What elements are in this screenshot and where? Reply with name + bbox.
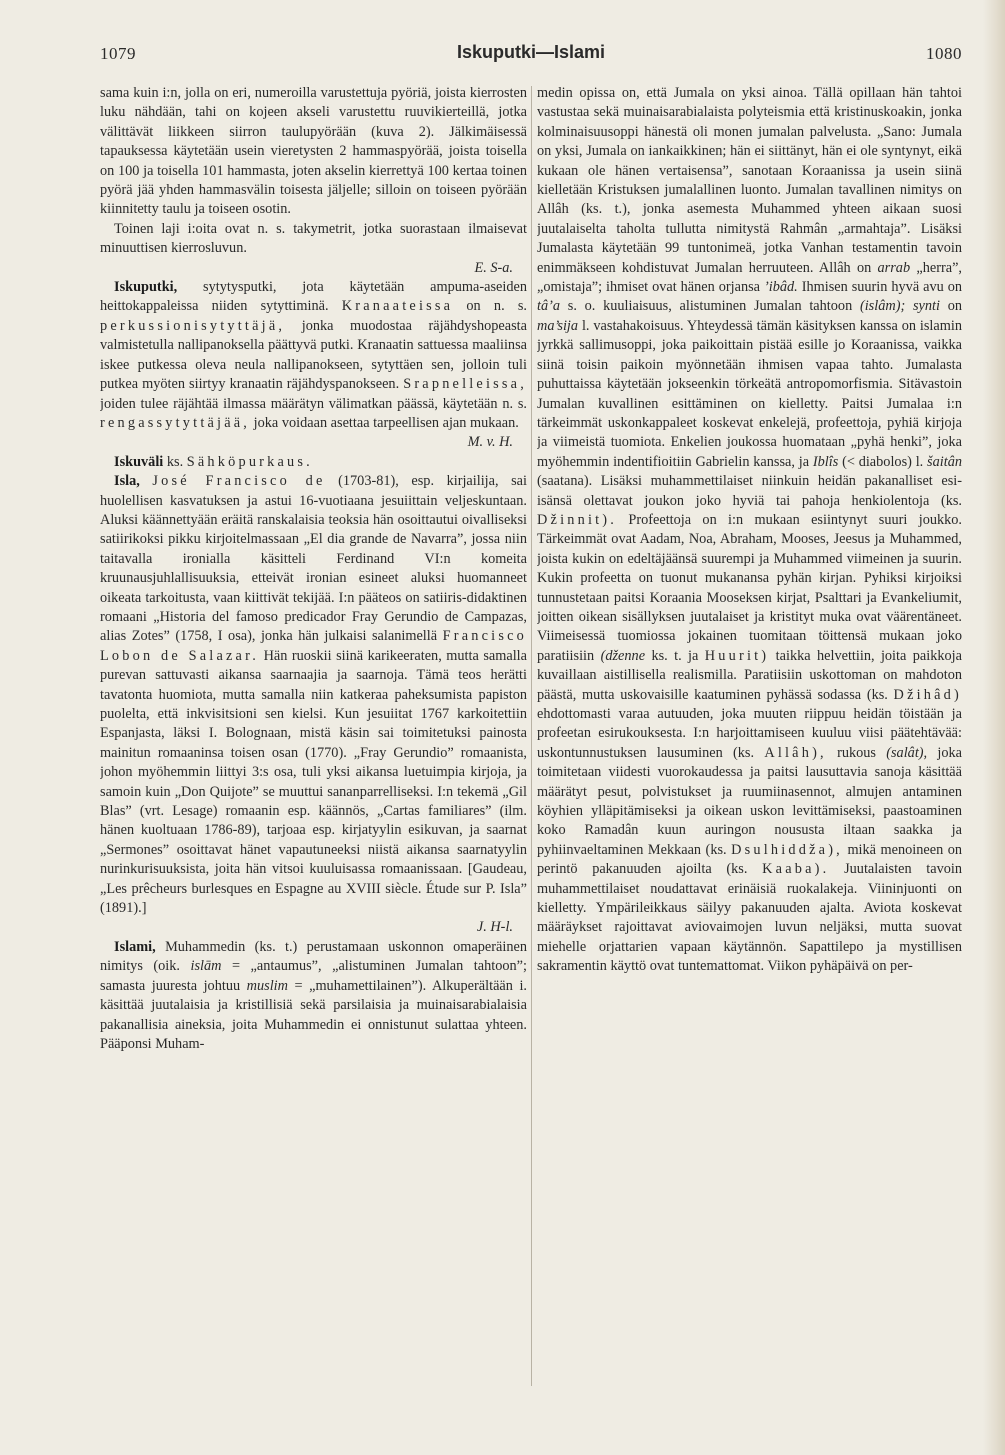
cross-reference: Allâh),	[764, 744, 827, 761]
paragraph: medin opissa on, että Jumala on yksi ainoa. Tällä opillaan hän tahtoi vastustaa sekä muinaisarabialaista polyteismia että kristinuskoakin, jonka kolminaisuusoppi hänestä oli monen jumalan palvelusta. „Sano: Jumala on yksi, Jumala on iankaikkinen; hän ei siittänyt, hän ei ole syntynyt, eikä kukaan ole hänen vertaisensa”, sanotaan Koraanissa ja usein siinä kielletään Kristuksen jumalallinen luonto. Jumalan tavallinen nimitys on Allâh (ks. t.), jonka asemesta Muhammed yhteen aikaan suosi juutalaiselta taholta tullutta nimitystä Rahmân „armahtaja”. Lisäksi Jumalasta käytetään 99 tuntonimeä, jotka Vanhan testamentin tavoin enimmäkseen kohdistuvat Jumalan herruuteen. Allâh on arrab „herra”, „omistaja”; ihmiset ovat hänen orjansa ’ibâd. Ihmisen suurin hyvä avu on tâ’a s. o. kuuliaisuus, alistuminen Jumalan tahtoon (islâm); synti on ma’sija l. vastahakoisuus. Yhteydessä tämän käsityksen kanssa on islamin jyrkkä sallimusoppi, joka paikoittain pistää esille jo Koraanissa, vaikka siinä toisin paikoin myönnetään ihmisen vapaa tahto. Jumalasta puhuttaissa käytetään jokseenkin törkeätä antropomorfismia. Sitävastoin Jumalan kuvallinen esittäminen on kielletty. Paitsi Jumalaa i:n tärkeimmät uskonkappaleet koskevat enkelejä, profeettoja, pyhiä kirjoja ja viimeistä tuomiota. Enkelien joukossa huomataan „pyhä henki”, joka myöhemmin indentifioitiin Gabrielin kanssa, ja Iblîs (< diabolos) l. šaitân (saatana). Lisäksi muhammettilaiset niinkuin heidän pakanalliset esi-isänsä olettavat joukon joko hyviä tai pahoja henkiolentoja (ks. Džinnit). Profeettoja on i:n mukaan esiintynyt suuri joukko. Tärkeimmät ovat Aadam, Noa, Abraham, Mooses, Jeesus ja Muhammed, joista kukin on edeltäjäänsä suurempi ja Muhammed viimeinen ja suurin. Kukin profeetta on tuonut mukanansa pyhän kirjan. Pyhiksi kirjoiksi tunnustetaan paitsi Koraania Mooseksen kirjat, Psalttari ja Evankeliumit, joitten oikean sisällyksen juutalaiset ja kristityt muka ovat väärentäneet. Viimeisessä tuomiossa jokainen tuomitaan töittensä mukaan joko paratiisiin (dženne ks. t. ja Huurit) taikka helvettiin, joita paikkoja kuvaillaan aistillisella realismilla. Paratiisiin uskottoman on mahdoton päästä, mutta uskovaisille kaatuminen pyhässä sodassa (ks. Džihâd) ehdottomasti varaa autuuden, joka muuten riippuu heidän töistään ja profeetan esirukouksesta. I:n harjoittamiseen kuuluu viisi päätehtävää: uskontunnustuksen lausuminen (ks. Allâh), rukous (salât), joka toimitetaan viidesti vuorokaudessa ja paitsi lausuttavia sanoja käsittää määrätyt pesut, polvistukset ja ruumiinasennot, almujen antaminen köyhien ylläpitämiseksi ja oikean uskon levittämiseksi, paastoaminen koko Ramadân kuun auringon noususta iltaan saakka ja pyhiinvaeltaminen Mekkaan (ks. Dsulhiddža), mikä menoineen on perintö pakanuuden ajoilta (ks. Kaaba). Juutalaisten tavoin muhammettilaiset noudattavat erinäisiä ruokalakeja. Viininjuonti on kielletty. Ympärileikkaus säilyy pakanuuden ajalta. Aviota koskevat määräykset rajoittavat aviovaimojen luvun neljäksi, mutta suovat miehelle orjattarien vapaan käytännön. Sapattilepo ja mystillisen sakramentin käyttö ovat tuntemattomat. Viikon pyhäpäivä on per-	[537, 85, 962, 975]
spaced-term: Srapnelleissa,	[403, 376, 527, 393]
entry-iskuvali: Iskuväli ks. Sähköpurkaus.	[114, 453, 313, 470]
column-divider	[531, 86, 532, 1386]
spaced-term: rengassytyttäjää,	[100, 414, 251, 431]
cross-reference: Džihâd)	[893, 686, 962, 703]
left-column	[100, 84, 527, 1404]
spaced-term: Kranaateissa	[341, 298, 454, 315]
cross-reference: Sähköpurkaus.	[186, 453, 313, 470]
running-title: Iskuputki—Islami	[456, 42, 606, 62]
page-edge-shadow	[983, 0, 1005, 1455]
spaced-term: perkussionisytyttäjä,	[100, 317, 286, 334]
page-number-left: 1079	[100, 44, 136, 63]
spaced-term: José Francisco de	[152, 473, 326, 490]
entry-headword: Isla,	[114, 473, 140, 490]
author-signature: M. v. H.	[467, 434, 513, 451]
entry-headword: Iskuputki,	[114, 279, 178, 296]
cross-reference: Džinnit).	[537, 511, 618, 528]
author-signature: E. S-a.	[474, 259, 513, 276]
paragraph: sama kuin i:n, jolla on eri, numeroilla varustettuja pyöriä, joista kierrosten luku nähdään, tahi on kojeen akseli varustettu ruuvikierteillä, jotka välittävät liikkeen siirron taulupyörään (kuva 2). Jälkimäisessä tapauksessa käytetään usein vieretysten 2 hammaspyörää, joista toisella on 100 ja toisella 101 hammasta, joten akselin kierrettyä 100 kertaa toinen pyörä jää yhden hammasvälin toisesta jäljelle; silloin on toiseen pyörään kiinnitetty taulu ja toiseen osotin.	[100, 85, 527, 218]
spaced-term: Francisco Lobon de Salazar.	[100, 628, 527, 664]
right-column	[537, 84, 962, 1404]
entry-headword: Iskuväli	[114, 453, 164, 470]
entry-iskuputki: Iskuputki, sytytysputki, jota käytetään ampuma-aseiden heittokappaleissa niiden sytyttiminä. Kranaateissa on n. s. perkussionisytyttäjä, jonka muodostaa räjähdyshopeasta valmistetulla nallipanoksella päättyvä putki. Kranaatin sattuessa maaliinsa iskee putkessa oleva neula nallipanokseen, sytyttäen sen, jolloin tuli putkea myöten siirtyy kranaatin räjähdyspanokseen. Srapnelleissa, joiden tulee räjähtää ilmassa määrätyn välimatkan päässä, käytetään n. s. rengassytyttäjää, joka voidaan asettaa tarpeellisen ajan mukaan.	[100, 279, 527, 431]
page-header	[100, 42, 962, 68]
entry-headword: Islami,	[114, 938, 156, 955]
cross-reference: Dsulhiddža),	[731, 841, 843, 858]
paragraph: Toinen laji i:oita ovat n. s. takymetrit, jotka suorastaan ilmaisevat minuuttisen kierrosluvun.	[100, 220, 527, 257]
page-number-right: 1080	[926, 44, 962, 63]
cross-reference: Huurit)	[704, 647, 770, 664]
author-signature: J. H-l.	[476, 919, 513, 936]
entry-isla: Isla, José Francisco de (1703-81), esp. kirjailija, sai huolellisen kasvatuksen ja astui 16-vuotiaana jesuiittain veljeskuntaan. Aluksi käännettyään eräitä ranskalaisia teoksia hän osoittautui oivalliseksi satiirikoksi pikku kirjoitelmassaan „El dia grande de Navarra”, jossa niin taitavalla ironialla käsitteli Ferdinand VI:n komeita kruunausjuhlallisuuksia, etteivät ironian esineet aluksi huomanneet oikeata tarkoitusta, vaan kiittivät tekijää. I:n pääteos on satiiris-didaktinen romaani „Historia del famoso predicador Fray Gerundio de Campazas, alias Zotes” (1758, I osa), jonka hän julkaisi salanimellä Francisco Lobon de Salazar. Hän ruoskii siinä karikeeraten, mutta samalla purevan sattuvasti aikansa saarnaajia ja saarnoja. Tämä teos herätti tavatonta huomiota, mutta samalla niin katkeraa paheksumista papiston puolelta, että inkvisitsioni sen kielsi. Kun jesuiitat 1767 karkoitettiin Espanjasta, läksi I. Bolognaan, mistä käsin sai toimitetuksi painosta mainitun romaaninsa toisen osan (1770). „Fray Gerundio” romaanista, johon myöhemmin liittyi 3:s osa, tuli yksi aikansa luetuimpia kirjoja, ja samoin kuin „Don Quijote” se muuttui sananparrelliseksi. I:n tekemä „Gil Blas” (vrt. Lesage) romaanin esp. käännös, „Cartas familiares” (ilm. hänen kuoltuaan 1786-89), tarjoaa esp. kirjatyylin esikuvan, ja saarnat „Sermones” osoittavat hänet vapautuneeksi niistä aikansa saarnatyylin nurinkurisuuksista, joita hän vitsoi kuuluisassa romaanissaan. [Gaudeau, „Les prêcheurs burlesques en Espagne au XVIII siècle. Étude sur P. Isla” (1891).]	[100, 473, 527, 917]
entry-islami: Islami, Muhammedin (ks. t.) perustamaan uskonnon omaperäinen nimitys (oik. islām = „antaumus”, „alistuminen Jumalan tahtoon”; samasta juuresta johtuu muslim = „muhamettilainen”). Alkuperältään i. käsittää juutalaisia ja kristillisiä sekä parsilaisia ja muinaisarabialaisia pakanallisia aineksia, joita Muhammedin ei onnistunut sulattaa yhteen. Pääponsi Muham-	[100, 938, 527, 1052]
cross-reference: Kaaba).	[762, 861, 830, 878]
